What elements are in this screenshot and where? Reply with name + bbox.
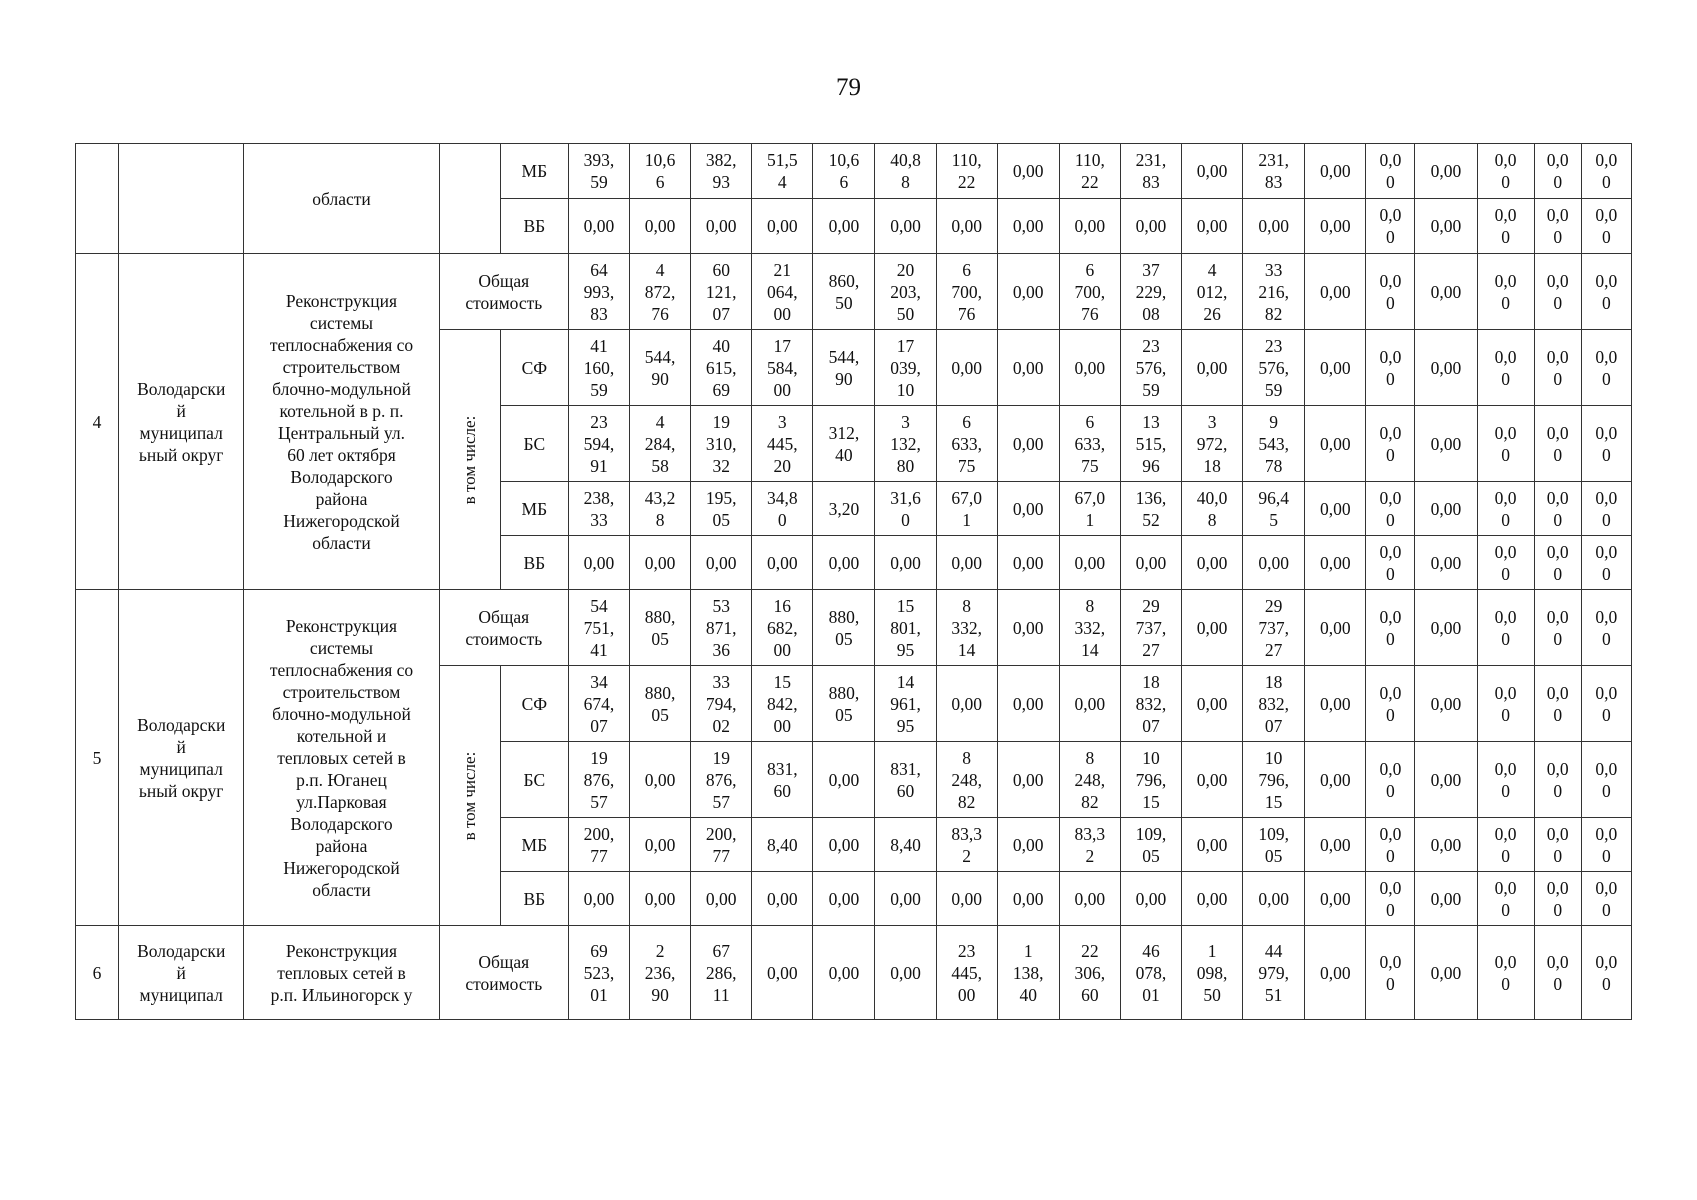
value-cell: 17 584, 00: [752, 330, 813, 406]
including-label-cell: [439, 666, 500, 926]
value-cell: 0,0 0: [1366, 666, 1415, 742]
value-cell: 0,00: [1305, 818, 1366, 872]
value-cell: 2 236, 90: [630, 926, 691, 1020]
row-number-cell: 4: [76, 254, 119, 590]
value-cell: 0,00: [997, 144, 1059, 199]
value-cell: 0,00: [630, 872, 691, 926]
value-cell: 23 445, 00: [936, 926, 997, 1020]
value-cell: 0,00: [568, 199, 629, 254]
value-cell: 33 794, 02: [691, 666, 752, 742]
table-row: [76, 926, 1632, 1020]
value-cell: 0,0 0: [1477, 254, 1534, 330]
value-cell: 860, 50: [813, 254, 875, 330]
value-cell: 0,0 0: [1366, 482, 1415, 536]
value-cell: 0,00: [1305, 666, 1366, 742]
value-cell: 0,00: [630, 199, 691, 254]
value-cell: 0,00: [997, 406, 1059, 482]
value-cell: 19 310, 32: [691, 406, 752, 482]
value-cell: 8 332, 14: [936, 590, 997, 666]
value-cell: 0,0 0: [1534, 482, 1581, 536]
value-cell: 67 286, 11: [691, 926, 752, 1020]
value-cell: 15 842, 00: [752, 666, 813, 742]
value-cell: 0,00: [813, 536, 875, 590]
value-cell: 0,00: [1120, 536, 1181, 590]
value-cell: 33 216, 82: [1243, 254, 1305, 330]
municipality-cell: [119, 144, 244, 254]
value-cell: 53 871, 36: [691, 590, 752, 666]
value-cell: 109, 05: [1120, 818, 1181, 872]
value-cell: 18 832, 07: [1243, 666, 1305, 742]
value-cell: 31,6 0: [875, 482, 936, 536]
value-cell: 0,00: [875, 199, 936, 254]
value-cell: 0,0 0: [1366, 590, 1415, 666]
value-cell: 0,00: [1243, 199, 1305, 254]
value-cell: 0,0 0: [1581, 482, 1631, 536]
value-cell: 0,0 0: [1534, 254, 1581, 330]
value-cell: 544, 90: [813, 330, 875, 406]
value-cell: 0,00: [875, 536, 936, 590]
value-cell: 0,00: [1415, 406, 1477, 482]
row-number-cell: [76, 144, 119, 254]
municipality-cell: Володарски й муниципал: [119, 926, 244, 1020]
value-cell: 9 543, 78: [1243, 406, 1305, 482]
value-cell: 393, 59: [568, 144, 629, 199]
value-cell: 43,2 8: [630, 482, 691, 536]
funding-source-cell: СФ: [500, 330, 568, 406]
value-cell: 0,00: [1415, 199, 1477, 254]
value-cell: 0,00: [691, 872, 752, 926]
value-cell: 0,00: [752, 536, 813, 590]
value-cell: 0,00: [1415, 872, 1477, 926]
value-cell: 29 737, 27: [1120, 590, 1181, 666]
value-cell: 3 972, 18: [1182, 406, 1243, 482]
value-cell: 0,0 0: [1366, 406, 1415, 482]
value-cell: 0,00: [997, 872, 1059, 926]
value-cell: 0,00: [1305, 536, 1366, 590]
value-cell: 0,00: [813, 818, 875, 872]
value-cell: 0,00: [936, 666, 997, 742]
value-cell: 64 993, 83: [568, 254, 629, 330]
value-cell: 20 203, 50: [875, 254, 936, 330]
value-cell: 0,00: [936, 536, 997, 590]
value-cell: 54 751, 41: [568, 590, 629, 666]
value-cell: 0,0 0: [1581, 144, 1631, 199]
value-cell: 83,3 2: [936, 818, 997, 872]
project-name-cell: Реконструкция системы теплоснабжения со строительством блочно-модульной котельной и тепловых сетей в р.п. Юганец ул.Парковая Володарского района Нижегородской области: [244, 590, 439, 926]
value-cell: 0,00: [1415, 590, 1477, 666]
value-cell: 0,00: [752, 872, 813, 926]
funding-source-cell: ВБ: [500, 199, 568, 254]
value-cell: 880, 05: [630, 590, 691, 666]
value-cell: 0,00: [997, 254, 1059, 330]
value-cell: 136, 52: [1120, 482, 1181, 536]
value-cell: 0,00: [997, 482, 1059, 536]
value-cell: 21 064, 00: [752, 254, 813, 330]
value-cell: 0,00: [1415, 330, 1477, 406]
value-cell: 0,0 0: [1366, 144, 1415, 199]
page-number: 79: [836, 74, 861, 101]
value-cell: 0,00: [1120, 872, 1181, 926]
value-cell: 0,0 0: [1534, 536, 1581, 590]
funding-source-cell: МБ: [500, 144, 568, 199]
project-name-cell: Реконструкция системы теплоснабжения со строительством блочно-модульной котельной в р. п. Центральный ул. 60 лет октября Володарского района Нижегородской области: [244, 254, 439, 590]
value-cell: 0,0 0: [1477, 536, 1534, 590]
value-cell: 544, 90: [630, 330, 691, 406]
value-cell: 0,0 0: [1477, 330, 1534, 406]
value-cell: 831, 60: [752, 742, 813, 818]
value-cell: 880, 05: [630, 666, 691, 742]
value-cell: 19 876, 57: [568, 742, 629, 818]
value-cell: 8 248, 82: [936, 742, 997, 818]
value-cell: 0,00: [1305, 144, 1366, 199]
project-name-cell: области: [244, 144, 439, 254]
value-cell: 0,0 0: [1581, 818, 1631, 872]
value-cell: 0,0 0: [1366, 199, 1415, 254]
value-cell: 238, 33: [568, 482, 629, 536]
value-cell: 0,0 0: [1477, 742, 1534, 818]
value-cell: 0,00: [1415, 926, 1477, 1020]
value-cell: 22 306, 60: [1059, 926, 1120, 1020]
value-cell: 0,00: [568, 536, 629, 590]
value-cell: 200, 77: [568, 818, 629, 872]
value-cell: 10,6 6: [630, 144, 691, 199]
value-cell: 312, 40: [813, 406, 875, 482]
value-cell: 0,00: [1305, 254, 1366, 330]
value-cell: 14 961, 95: [875, 666, 936, 742]
value-cell: 6 700, 76: [936, 254, 997, 330]
value-cell: 0,00: [1305, 742, 1366, 818]
value-cell: 0,00: [630, 536, 691, 590]
value-cell: 0,00: [997, 590, 1059, 666]
value-cell: 0,00: [813, 872, 875, 926]
value-cell: 8,40: [875, 818, 936, 872]
value-cell: 0,00: [997, 536, 1059, 590]
value-cell: 110, 22: [1059, 144, 1120, 199]
value-cell: 13 515, 96: [1120, 406, 1181, 482]
value-cell: 0,00: [813, 199, 875, 254]
value-cell: 0,00: [1120, 199, 1181, 254]
including-label: в том числе:: [459, 751, 479, 840]
value-cell: 8 332, 14: [1059, 590, 1120, 666]
value-cell: 0,00: [752, 199, 813, 254]
value-cell: 0,00: [1415, 144, 1477, 199]
value-cell: 0,0 0: [1534, 406, 1581, 482]
value-cell: 0,00: [1305, 330, 1366, 406]
value-cell: 0,0 0: [1534, 742, 1581, 818]
value-cell: 8 248, 82: [1059, 742, 1120, 818]
value-cell: 0,00: [1305, 872, 1366, 926]
value-cell: 60 121, 07: [691, 254, 752, 330]
table-row: [76, 144, 1632, 199]
value-cell: 0,00: [1059, 536, 1120, 590]
value-cell: 51,5 4: [752, 144, 813, 199]
value-cell: 0,0 0: [1534, 144, 1581, 199]
value-cell: 0,00: [1243, 536, 1305, 590]
value-cell: 0,00: [1059, 199, 1120, 254]
value-cell: 0,0 0: [1581, 666, 1631, 742]
value-cell: 0,00: [997, 666, 1059, 742]
value-cell: 0,00: [1305, 406, 1366, 482]
value-cell: 0,00: [1182, 144, 1243, 199]
value-cell: 4 012, 26: [1182, 254, 1243, 330]
value-cell: 0,0 0: [1477, 406, 1534, 482]
value-cell: 40,8 8: [875, 144, 936, 199]
value-cell: 1 098, 50: [1182, 926, 1243, 1020]
value-cell: 3 445, 20: [752, 406, 813, 482]
value-cell: 4 872, 76: [630, 254, 691, 330]
value-cell: 0,00: [1243, 872, 1305, 926]
value-cell: 831, 60: [875, 742, 936, 818]
value-cell: 880, 05: [813, 666, 875, 742]
value-cell: 37 229, 08: [1120, 254, 1181, 330]
value-cell: 0,00: [1182, 199, 1243, 254]
value-cell: 0,0 0: [1581, 199, 1631, 254]
value-cell: 23 576, 59: [1243, 330, 1305, 406]
budget-table: [75, 143, 1632, 1020]
value-cell: 44 979, 51: [1243, 926, 1305, 1020]
value-cell: 0,00: [1059, 666, 1120, 742]
value-cell: 69 523, 01: [568, 926, 629, 1020]
value-cell: 0,00: [997, 742, 1059, 818]
funding-source-cell: МБ: [500, 818, 568, 872]
value-cell: 0,00: [1415, 254, 1477, 330]
value-cell: 67,0 1: [1059, 482, 1120, 536]
value-cell: 34 674, 07: [568, 666, 629, 742]
value-cell: 382, 93: [691, 144, 752, 199]
value-cell: 0,0 0: [1581, 254, 1631, 330]
value-cell: 0,0 0: [1534, 818, 1581, 872]
value-cell: 0,00: [1182, 590, 1243, 666]
value-cell: 67,0 1: [936, 482, 997, 536]
value-cell: 0,00: [1305, 926, 1366, 1020]
value-cell: 0,00: [1415, 818, 1477, 872]
value-cell: 0,00: [1415, 742, 1477, 818]
total-cost-label: Общая стоимость: [439, 254, 568, 330]
value-cell: 15 801, 95: [875, 590, 936, 666]
funding-source-cell: ВБ: [500, 536, 568, 590]
value-cell: 0,00: [875, 926, 936, 1020]
value-cell: 0,0 0: [1477, 199, 1534, 254]
value-cell: 10,6 6: [813, 144, 875, 199]
value-cell: 0,0 0: [1581, 536, 1631, 590]
value-cell: 6 633, 75: [936, 406, 997, 482]
value-cell: 0,00: [752, 926, 813, 1020]
value-cell: 0,00: [691, 536, 752, 590]
value-cell: 0,0 0: [1534, 926, 1581, 1020]
value-cell: 0,00: [997, 818, 1059, 872]
value-cell: 0,00: [936, 199, 997, 254]
value-cell: 0,00: [1182, 742, 1243, 818]
value-cell: 10 796, 15: [1120, 742, 1181, 818]
table-row: [76, 590, 1632, 666]
value-cell: 110, 22: [936, 144, 997, 199]
funding-source-cell: СФ: [500, 666, 568, 742]
value-cell: 1 138, 40: [997, 926, 1059, 1020]
value-cell: 0,0 0: [1366, 926, 1415, 1020]
value-cell: 41 160, 59: [568, 330, 629, 406]
value-cell: 0,00: [1182, 330, 1243, 406]
value-cell: 0,00: [1305, 590, 1366, 666]
table-row: [76, 254, 1632, 330]
value-cell: 0,00: [813, 742, 875, 818]
value-cell: 0,0 0: [1534, 872, 1581, 926]
value-cell: 0,0 0: [1581, 872, 1631, 926]
value-cell: 16 682, 00: [752, 590, 813, 666]
value-cell: 23 576, 59: [1120, 330, 1181, 406]
value-cell: 40 615, 69: [691, 330, 752, 406]
value-cell: 34,8 0: [752, 482, 813, 536]
value-cell: 0,00: [1059, 330, 1120, 406]
value-cell: 6 700, 76: [1059, 254, 1120, 330]
value-cell: 0,00: [1305, 199, 1366, 254]
value-cell: 0,0 0: [1534, 199, 1581, 254]
value-cell: 46 078, 01: [1120, 926, 1181, 1020]
value-cell: 0,0 0: [1366, 742, 1415, 818]
row-number-cell: 5: [76, 590, 119, 926]
project-name-cell: Реконструкция тепловых сетей в р.п. Ильиногорск у: [244, 926, 439, 1020]
value-cell: 0,00: [875, 872, 936, 926]
value-cell: 0,00: [1182, 818, 1243, 872]
municipality-cell: Володарски й муниципал ьный округ: [119, 254, 244, 590]
value-cell: 96,4 5: [1243, 482, 1305, 536]
value-cell: 83,3 2: [1059, 818, 1120, 872]
value-cell: 10 796, 15: [1243, 742, 1305, 818]
value-cell: 0,0 0: [1477, 818, 1534, 872]
value-cell: 231, 83: [1243, 144, 1305, 199]
value-cell: 0,0 0: [1366, 818, 1415, 872]
value-cell: 4 284, 58: [630, 406, 691, 482]
label-cell: [439, 144, 500, 254]
value-cell: 0,0 0: [1477, 482, 1534, 536]
value-cell: 0,00: [691, 199, 752, 254]
value-cell: 0,00: [936, 330, 997, 406]
funding-source-cell: БС: [500, 406, 568, 482]
value-cell: 0,0 0: [1534, 330, 1581, 406]
value-cell: 0,00: [813, 926, 875, 1020]
value-cell: 231, 83: [1120, 144, 1181, 199]
value-cell: 0,0 0: [1477, 872, 1534, 926]
value-cell: 17 039, 10: [875, 330, 936, 406]
value-cell: 0,00: [936, 872, 997, 926]
value-cell: 0,00: [997, 199, 1059, 254]
value-cell: 200, 77: [691, 818, 752, 872]
value-cell: 23 594, 91: [568, 406, 629, 482]
value-cell: 195, 05: [691, 482, 752, 536]
value-cell: 0,0 0: [1534, 590, 1581, 666]
value-cell: 18 832, 07: [1120, 666, 1181, 742]
value-cell: 0,00: [1415, 666, 1477, 742]
value-cell: 0,0 0: [1581, 330, 1631, 406]
value-cell: 0,00: [1182, 872, 1243, 926]
value-cell: 19 876, 57: [691, 742, 752, 818]
value-cell: 3,20: [813, 482, 875, 536]
value-cell: 0,0 0: [1534, 666, 1581, 742]
value-cell: 0,0 0: [1366, 254, 1415, 330]
funding-source-cell: МБ: [500, 482, 568, 536]
value-cell: 0,0 0: [1581, 742, 1631, 818]
value-cell: 0,00: [1059, 872, 1120, 926]
value-cell: 0,00: [1415, 536, 1477, 590]
value-cell: 0,0 0: [1477, 926, 1534, 1020]
funding-source-cell: БС: [500, 742, 568, 818]
value-cell: 40,0 8: [1182, 482, 1243, 536]
row-number-cell: 6: [76, 926, 119, 1020]
value-cell: 0,0 0: [1477, 590, 1534, 666]
funding-source-cell: ВБ: [500, 872, 568, 926]
total-cost-label: Общая стоимость: [439, 590, 568, 666]
value-cell: 6 633, 75: [1059, 406, 1120, 482]
value-cell: 0,00: [997, 330, 1059, 406]
value-cell: 0,00: [1305, 482, 1366, 536]
value-cell: 0,0 0: [1581, 406, 1631, 482]
value-cell: 0,0 0: [1477, 666, 1534, 742]
municipality-cell: Володарски й муниципал ьный округ: [119, 590, 244, 926]
value-cell: 29 737, 27: [1243, 590, 1305, 666]
including-label: в том числе:: [459, 415, 479, 504]
value-cell: 3 132, 80: [875, 406, 936, 482]
value-cell: 0,0 0: [1581, 926, 1631, 1020]
value-cell: 0,00: [568, 872, 629, 926]
total-cost-label: Общая стоимость: [439, 926, 568, 1020]
value-cell: 109, 05: [1243, 818, 1305, 872]
value-cell: 0,0 0: [1581, 590, 1631, 666]
value-cell: 0,00: [1182, 666, 1243, 742]
value-cell: 8,40: [752, 818, 813, 872]
value-cell: 0,0 0: [1366, 330, 1415, 406]
value-cell: 0,00: [1182, 536, 1243, 590]
including-label-cell: [439, 330, 500, 590]
value-cell: 880, 05: [813, 590, 875, 666]
value-cell: 0,00: [1415, 482, 1477, 536]
value-cell: 0,00: [630, 818, 691, 872]
value-cell: 0,0 0: [1366, 536, 1415, 590]
value-cell: 0,0 0: [1477, 144, 1534, 199]
value-cell: 0,0 0: [1366, 872, 1415, 926]
value-cell: 0,00: [630, 742, 691, 818]
